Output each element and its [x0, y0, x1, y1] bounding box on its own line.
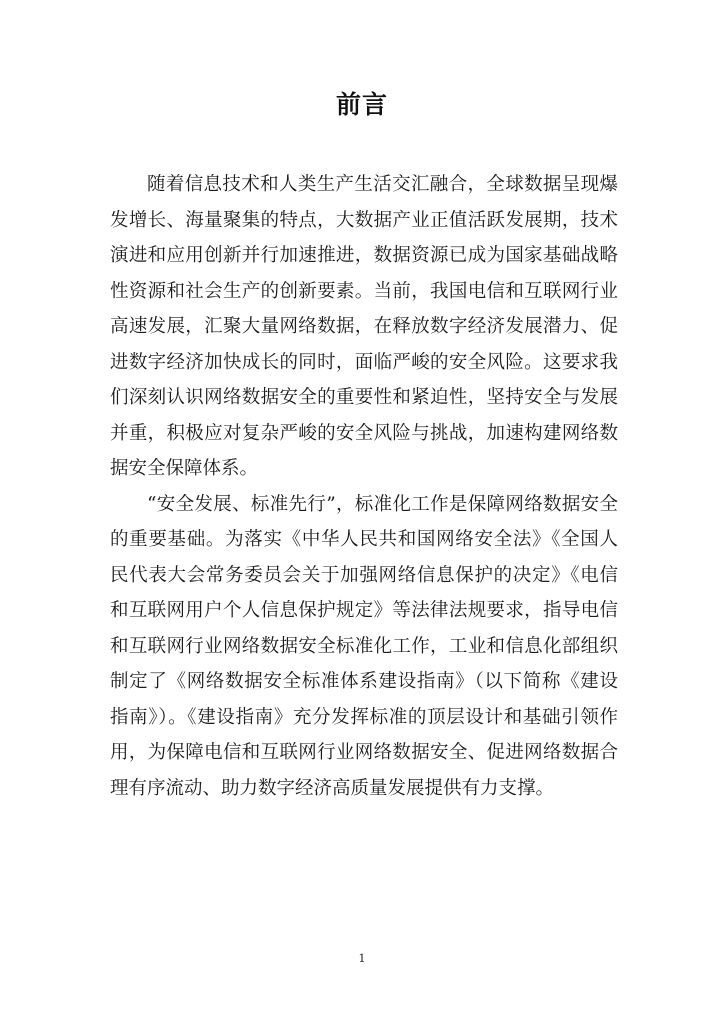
page-title: 前言 — [335, 90, 388, 119]
page-number: 1 — [358, 952, 366, 965]
paragraph-2: “安全发展、标准先行”，标准化工作是保障网络数据安全的重要基础。为落实《中华人民共和国网络安全法》《全国人民代表大会常务委员会关于加强网络信息保护的决定》《电信和互联网用户个人信息保护规定》等法律法规要求，指导电信和互联网行业网络数据安全标准化工作，工业和信息化部组织制定了《网络数据安全标准体系建设指南》（以下简称《建设指南》）。《建设指南》充分发挥标准的顶层设计和基础引领作用，为保障电信和互联网行业网络数据安全、促进网络数据合理有序流动、助力数字经济高质量发展提供有力支撑。 — [110, 493, 618, 799]
paragraph-1: 随着信息技术和人类生产生活交汇融合，全球数据呈现爆发增长、海量聚集的特点，大数据产业正值活跃发展期，技术演进和应用创新并行加速推进，数据资源已成为国家基础战略性资源和社会生产的创新要素。当前，我国电信和互联网行业高速发展，汇聚大量网络数据，在释放数字经济发展潜力、促进数字经济加快成长的同时，面临严峻的安全风险。这要求我们深刻认识网络数据安全的重要性和紧迫性，坚持安全与发展并重，积极应对复杂严峻的安全风险与挑战，加速构建网络数据安全保障体系。 — [110, 174, 618, 479]
body-text — [110, 167, 618, 806]
